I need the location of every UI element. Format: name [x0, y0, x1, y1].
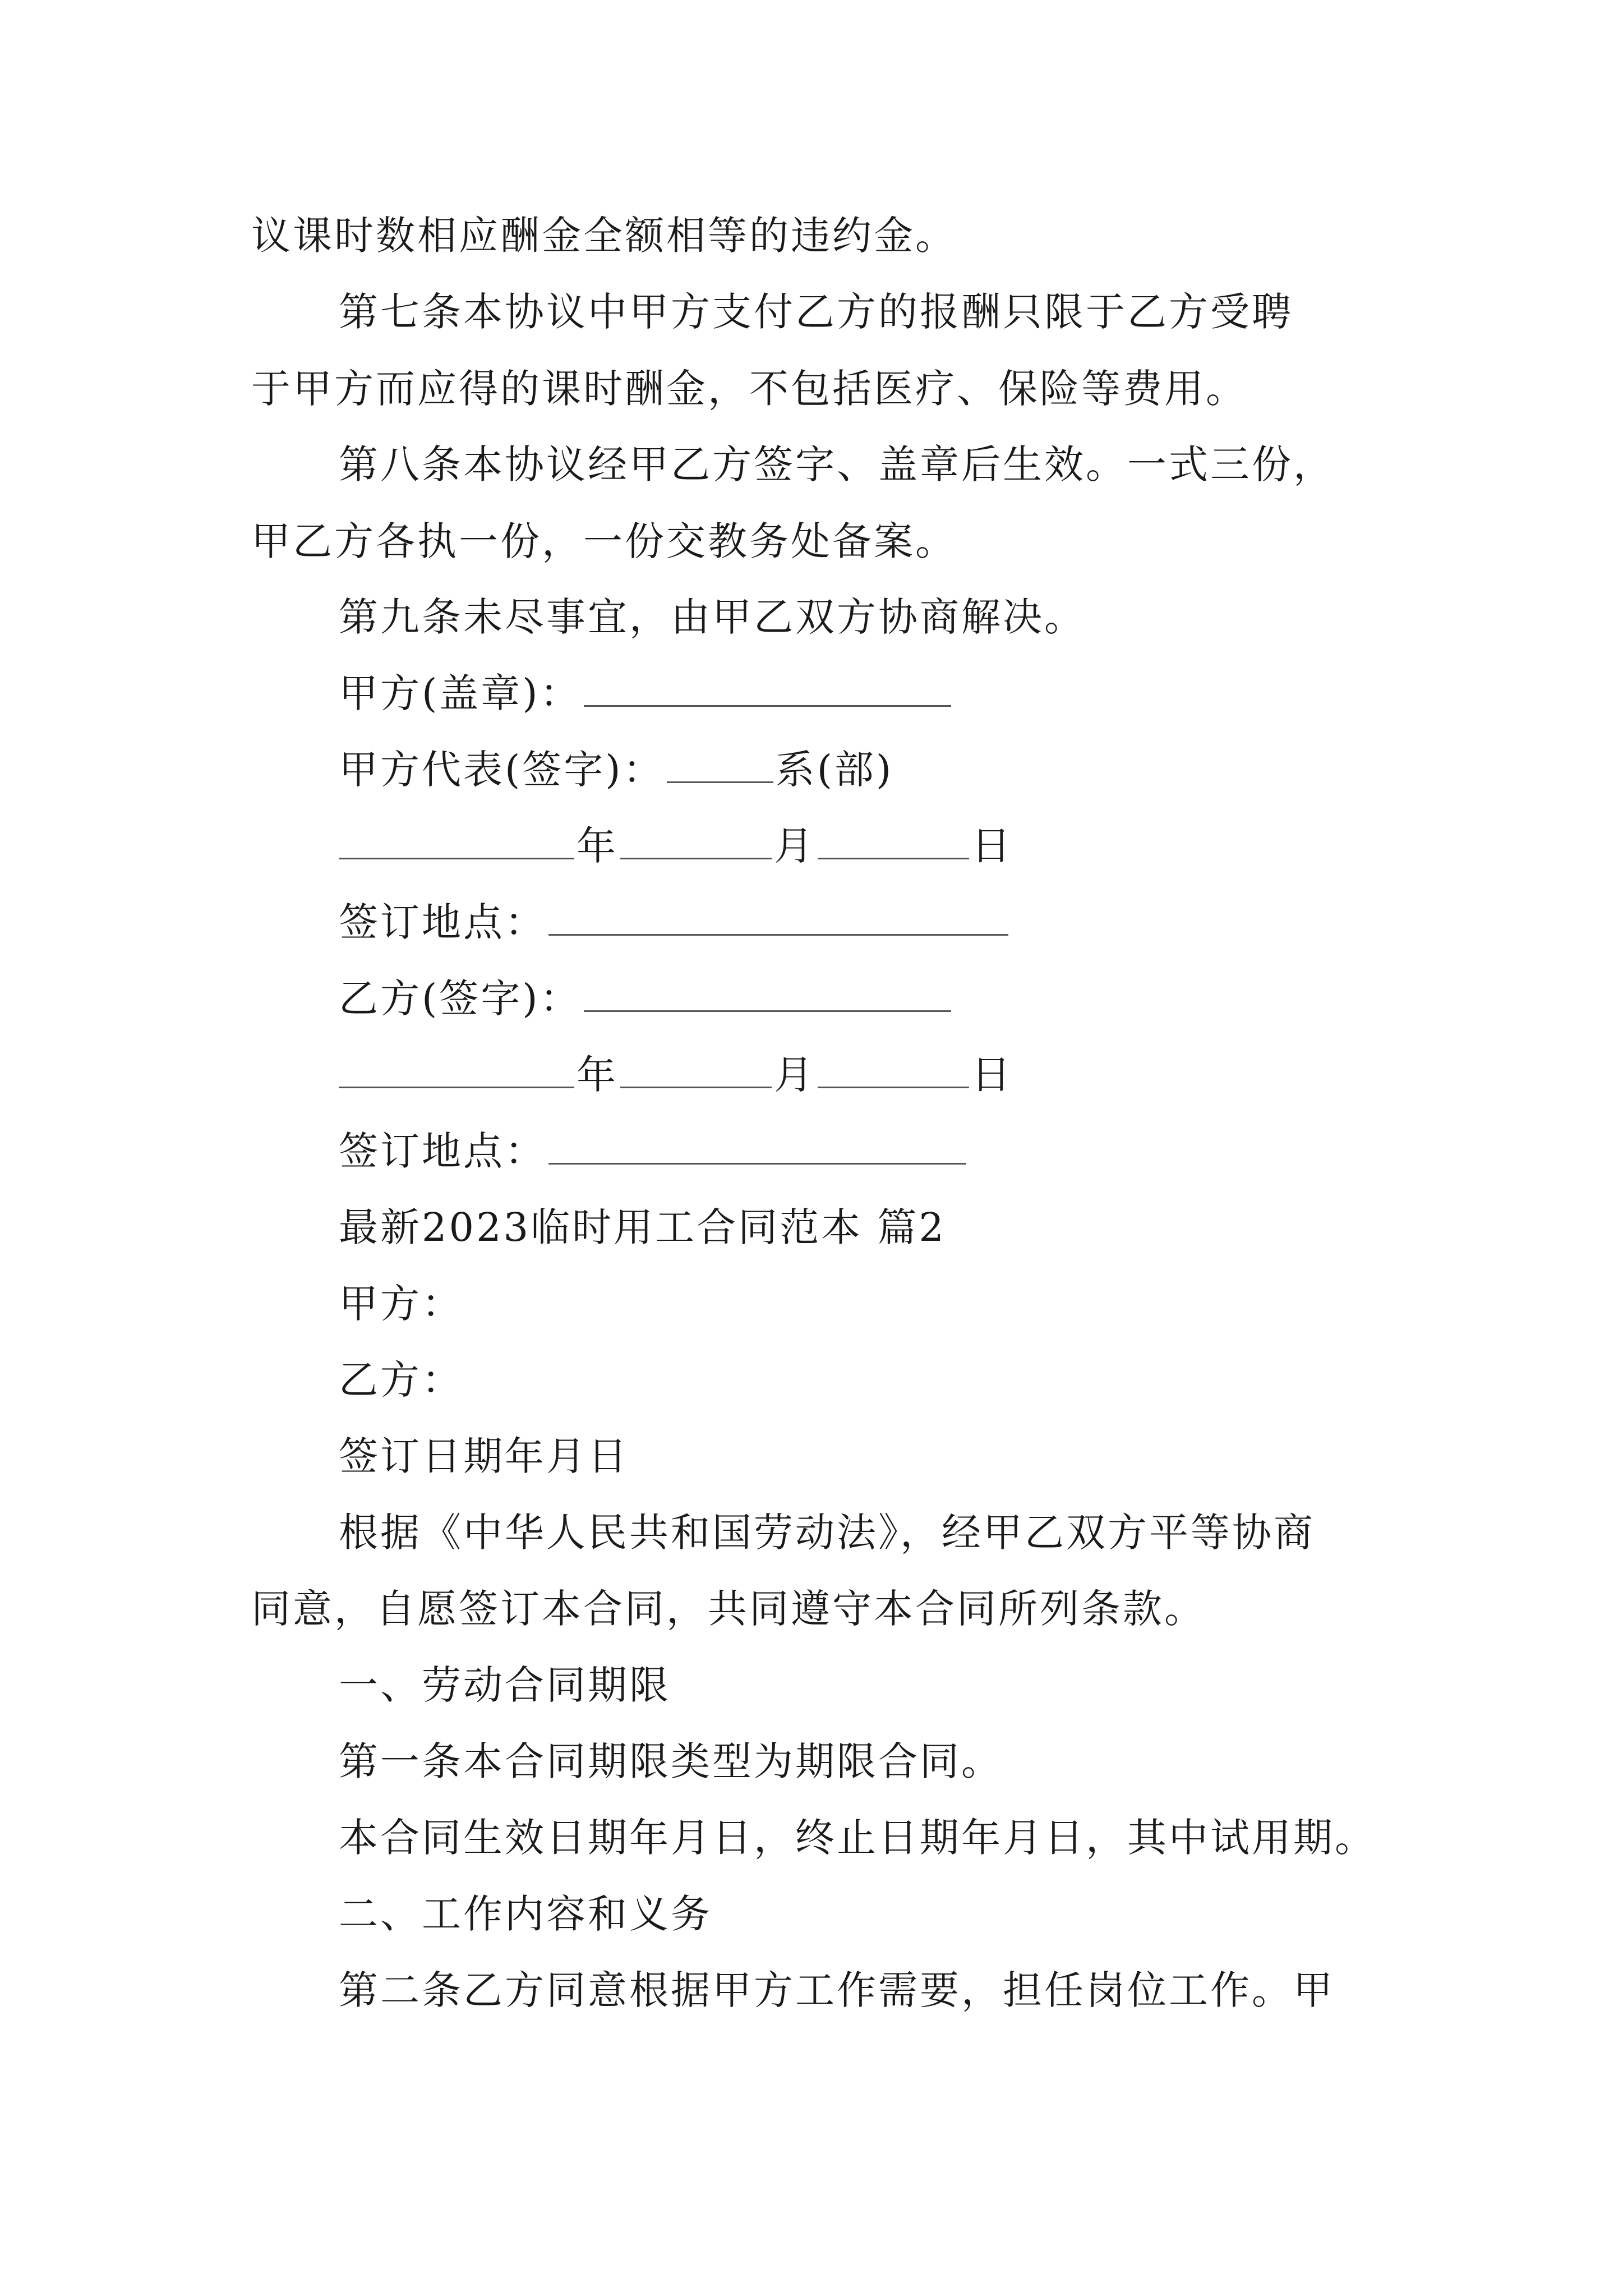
month-label: 月 [774, 1052, 815, 1098]
party-b-sign-label: 乙方(签字)： [339, 976, 582, 1022]
text-line: 甲方： [339, 1281, 463, 1327]
day-label: 日 [971, 1052, 1013, 1098]
text-line: 同意，自愿签订本合同，共同遵守本合同所列条款。 [251, 1586, 1206, 1632]
text-line: 本合同生效日期年月日，终止日期年月日，其中试用期。 [339, 1815, 1376, 1861]
party-a-rep-label: 甲方代表(签字)： [339, 747, 665, 793]
year-label: 年 [577, 1052, 618, 1098]
party-b-sign-blank [584, 976, 951, 1012]
section-heading: 最新2023临时用工合同范本 篇2 [339, 1204, 946, 1250]
signature-line-party-b [339, 972, 953, 1025]
signature-line-party-a [339, 666, 953, 720]
day-blank [818, 823, 969, 859]
text-line: 乙方： [339, 1357, 463, 1403]
text-line: 签订日期年月日 [339, 1433, 629, 1479]
signing-place-blank [548, 899, 1008, 936]
text-line: 第九条未尽事宜，由甲乙双方协商解决。 [339, 594, 1086, 640]
month-blank [620, 1052, 772, 1088]
day-blank [818, 1052, 969, 1088]
party-a-rep-blank [667, 747, 773, 783]
signing-place-line-1 [339, 895, 1011, 949]
text-line: 第七条本协议中甲方支付乙方的报酬只限于乙方受聘 [339, 289, 1293, 335]
text-line: 第一条本合同期限类型为期限合同。 [339, 1738, 1003, 1784]
signing-place-line-2 [339, 1124, 969, 1178]
date-line-2 [339, 1048, 1013, 1102]
text-line: 第八条本协议经甲乙方签字、盖章后生效。一式三份， [339, 441, 1335, 487]
signing-place-blank [548, 1128, 966, 1165]
text-line: 甲乙方各执一份，一份交教务处备案。 [251, 518, 957, 564]
section-heading: 一、劳动合同期限 [339, 1662, 671, 1708]
text-line: 议课时数相应酬金全额相等的违约金。 [251, 213, 957, 259]
section-heading: 二、工作内容和义务 [339, 1891, 712, 1937]
party-a-seal-label: 甲方(盖章)： [339, 670, 582, 716]
signing-place-label: 签订地点： [339, 1128, 546, 1174]
text-line: 于甲方而应得的课时酬金，不包括医疗、保险等费用。 [251, 366, 1247, 412]
year-label: 年 [577, 823, 618, 869]
party-a-seal-blank [584, 670, 951, 707]
month-blank [620, 823, 772, 859]
text-line: 根据《中华人民共和国劳动法》，经甲乙双方平等协商 [339, 1510, 1315, 1556]
text-line: 第二条乙方同意根据甲方工作需要，担任岗位工作。甲 [339, 1967, 1335, 2013]
month-label: 月 [774, 823, 815, 869]
year-blank [339, 823, 574, 859]
signing-place-label: 签订地点： [339, 899, 546, 945]
date-line-1 [339, 819, 1013, 873]
year-blank [339, 1052, 574, 1088]
department-label: 系(部) [775, 747, 894, 793]
day-label: 日 [971, 823, 1013, 869]
signature-line-party-a-rep [339, 743, 893, 797]
